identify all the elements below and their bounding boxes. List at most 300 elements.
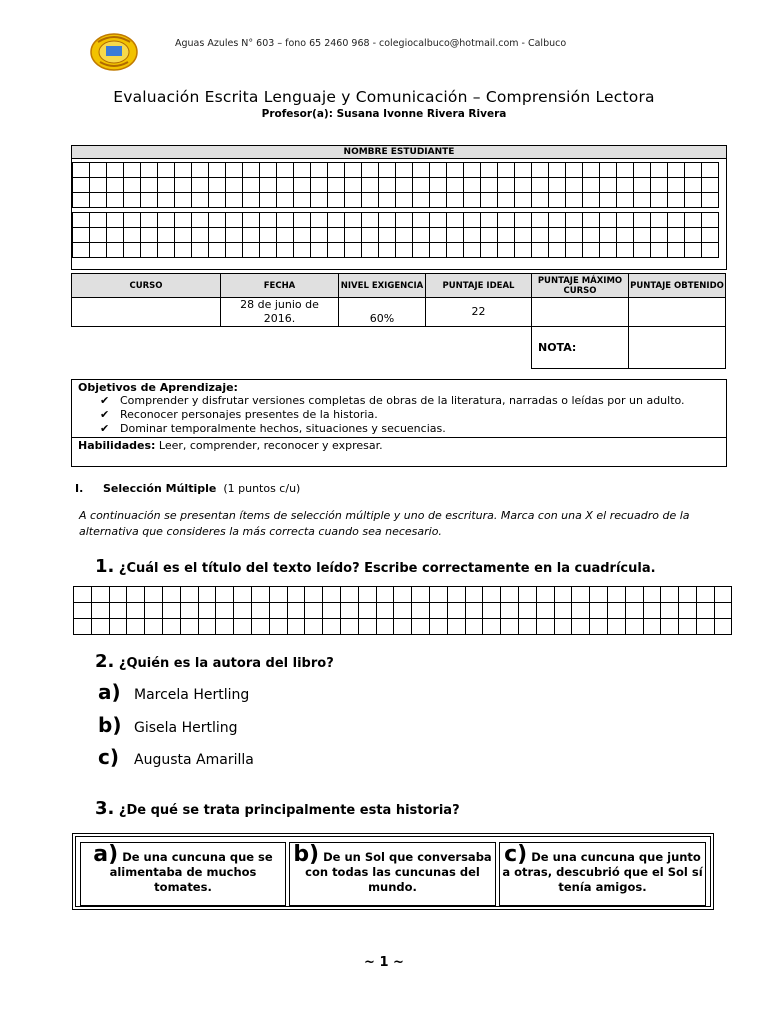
grid-cell[interactable] bbox=[515, 163, 532, 178]
grid-cell[interactable] bbox=[340, 587, 358, 603]
grid-cell[interactable] bbox=[345, 243, 362, 258]
grid-cell[interactable] bbox=[141, 243, 158, 258]
grid-cell[interactable] bbox=[91, 603, 109, 619]
student-name-grid-1[interactable] bbox=[72, 162, 719, 208]
grid-cell[interactable] bbox=[234, 587, 252, 603]
grid-cell[interactable] bbox=[668, 163, 685, 178]
grid-cell[interactable] bbox=[617, 213, 634, 228]
grid-cell[interactable] bbox=[243, 243, 260, 258]
grid-cell[interactable] bbox=[554, 587, 572, 603]
grid-cell[interactable] bbox=[702, 228, 719, 243]
grid-cell[interactable] bbox=[566, 213, 583, 228]
grid-cell[interactable] bbox=[209, 228, 226, 243]
student-name-grid-2[interactable] bbox=[72, 212, 719, 258]
grid-cell[interactable] bbox=[90, 228, 107, 243]
grid-cell[interactable] bbox=[311, 243, 328, 258]
grid-cell[interactable] bbox=[323, 619, 341, 635]
grid-cell[interactable] bbox=[141, 163, 158, 178]
grid-cell[interactable] bbox=[277, 228, 294, 243]
grid-cell[interactable] bbox=[572, 603, 590, 619]
grid-cell[interactable] bbox=[685, 228, 702, 243]
grid-cell[interactable] bbox=[583, 178, 600, 193]
grid-cell[interactable] bbox=[483, 603, 501, 619]
grid-cell[interactable] bbox=[311, 228, 328, 243]
grid-cell[interactable] bbox=[328, 243, 345, 258]
grid-cell[interactable] bbox=[465, 619, 483, 635]
grid-cell[interactable] bbox=[532, 228, 549, 243]
grid-cell[interactable] bbox=[625, 619, 643, 635]
grid-cell[interactable] bbox=[481, 193, 498, 208]
grid-cell[interactable] bbox=[661, 619, 679, 635]
value-obtenido[interactable] bbox=[629, 298, 726, 327]
grid-cell[interactable] bbox=[685, 213, 702, 228]
grid-cell[interactable] bbox=[107, 228, 124, 243]
grid-cell[interactable] bbox=[483, 587, 501, 603]
grid-cell[interactable] bbox=[234, 603, 252, 619]
grid-cell[interactable] bbox=[651, 193, 668, 208]
grid-cell[interactable] bbox=[124, 243, 141, 258]
grid-cell[interactable] bbox=[679, 603, 697, 619]
grid-cell[interactable] bbox=[554, 603, 572, 619]
grid-cell[interactable] bbox=[566, 163, 583, 178]
grid-cell[interactable] bbox=[634, 193, 651, 208]
grid-cell[interactable] bbox=[590, 619, 608, 635]
grid-cell[interactable] bbox=[107, 178, 124, 193]
grid-cell[interactable] bbox=[481, 228, 498, 243]
grid-cell[interactable] bbox=[481, 163, 498, 178]
grid-cell[interactable] bbox=[340, 619, 358, 635]
grid-cell[interactable] bbox=[260, 193, 277, 208]
grid-cell[interactable] bbox=[162, 603, 180, 619]
grid-cell[interactable] bbox=[243, 163, 260, 178]
grid-cell[interactable] bbox=[328, 163, 345, 178]
grid-cell[interactable] bbox=[483, 619, 501, 635]
grid-cell[interactable] bbox=[413, 228, 430, 243]
grid-cell[interactable] bbox=[702, 178, 719, 193]
grid-cell[interactable] bbox=[447, 193, 464, 208]
grid-cell[interactable] bbox=[607, 587, 625, 603]
grid-cell[interactable] bbox=[465, 603, 483, 619]
option-3a[interactable]: a) De una cuncuna que se alimentaba de muchos tomates. bbox=[80, 842, 286, 906]
grid-cell[interactable] bbox=[464, 193, 481, 208]
grid-cell[interactable] bbox=[323, 603, 341, 619]
grid-cell[interactable] bbox=[124, 228, 141, 243]
grid-cell[interactable] bbox=[379, 243, 396, 258]
grid-cell[interactable] bbox=[328, 213, 345, 228]
grid-cell[interactable] bbox=[498, 163, 515, 178]
grid-cell[interactable] bbox=[651, 178, 668, 193]
grid-cell[interactable] bbox=[549, 178, 566, 193]
grid-cell[interactable] bbox=[696, 587, 714, 603]
grid-cell[interactable] bbox=[287, 619, 305, 635]
grid-cell[interactable] bbox=[345, 193, 362, 208]
grid-cell[interactable] bbox=[107, 193, 124, 208]
grid-cell[interactable] bbox=[73, 213, 90, 228]
grid-cell[interactable] bbox=[625, 603, 643, 619]
grid-cell[interactable] bbox=[549, 213, 566, 228]
grid-cell[interactable] bbox=[532, 163, 549, 178]
grid-cell[interactable] bbox=[243, 228, 260, 243]
grid-cell[interactable] bbox=[481, 178, 498, 193]
grid-cell[interactable] bbox=[714, 587, 732, 603]
grid-cell[interactable] bbox=[251, 603, 269, 619]
grid-cell[interactable] bbox=[634, 243, 651, 258]
grid-cell[interactable] bbox=[498, 213, 515, 228]
grid-cell[interactable] bbox=[328, 178, 345, 193]
grid-cell[interactable] bbox=[260, 228, 277, 243]
grid-cell[interactable] bbox=[226, 213, 243, 228]
grid-cell[interactable] bbox=[74, 603, 92, 619]
grid-cell[interactable] bbox=[269, 619, 287, 635]
grid-cell[interactable] bbox=[566, 228, 583, 243]
grid-cell[interactable] bbox=[107, 163, 124, 178]
grid-cell[interactable] bbox=[447, 587, 465, 603]
grid-cell[interactable] bbox=[464, 178, 481, 193]
grid-cell[interactable] bbox=[661, 603, 679, 619]
grid-cell[interactable] bbox=[394, 619, 412, 635]
grid-cell[interactable] bbox=[413, 243, 430, 258]
grid-cell[interactable] bbox=[358, 619, 376, 635]
grid-cell[interactable] bbox=[702, 213, 719, 228]
grid-cell[interactable] bbox=[583, 213, 600, 228]
grid-cell[interactable] bbox=[617, 178, 634, 193]
grid-cell[interactable] bbox=[394, 587, 412, 603]
grid-cell[interactable] bbox=[277, 178, 294, 193]
grid-cell[interactable] bbox=[141, 178, 158, 193]
grid-cell[interactable] bbox=[175, 193, 192, 208]
grid-cell[interactable] bbox=[430, 243, 447, 258]
grid-cell[interactable] bbox=[345, 213, 362, 228]
grid-cell[interactable] bbox=[549, 243, 566, 258]
grid-cell[interactable] bbox=[396, 213, 413, 228]
grid-cell[interactable] bbox=[124, 178, 141, 193]
grid-cell[interactable] bbox=[192, 228, 209, 243]
option-3c[interactable]: c) De una cuncuna que junto a otras, descubrió que el Sol sí tenía amigos. bbox=[499, 842, 706, 906]
grid-cell[interactable] bbox=[572, 619, 590, 635]
grid-cell[interactable] bbox=[216, 587, 234, 603]
grid-cell[interactable] bbox=[566, 178, 583, 193]
grid-cell[interactable] bbox=[702, 163, 719, 178]
grid-cell[interactable] bbox=[396, 228, 413, 243]
grid-cell[interactable] bbox=[413, 163, 430, 178]
grid-cell[interactable] bbox=[518, 619, 536, 635]
grid-cell[interactable] bbox=[90, 178, 107, 193]
grid-cell[interactable] bbox=[634, 178, 651, 193]
grid-cell[interactable] bbox=[362, 178, 379, 193]
grid-cell[interactable] bbox=[515, 228, 532, 243]
grid-cell[interactable] bbox=[141, 213, 158, 228]
grid-cell[interactable] bbox=[73, 178, 90, 193]
grid-cell[interactable] bbox=[430, 178, 447, 193]
grid-cell[interactable] bbox=[90, 163, 107, 178]
grid-cell[interactable] bbox=[243, 193, 260, 208]
grid-cell[interactable] bbox=[277, 243, 294, 258]
grid-cell[interactable] bbox=[679, 587, 697, 603]
value-curso[interactable] bbox=[72, 298, 221, 327]
grid-cell[interactable] bbox=[209, 243, 226, 258]
grid-cell[interactable] bbox=[447, 163, 464, 178]
grid-cell[interactable] bbox=[379, 178, 396, 193]
grid-cell[interactable] bbox=[127, 619, 145, 635]
grid-cell[interactable] bbox=[376, 603, 394, 619]
grid-cell[interactable] bbox=[532, 193, 549, 208]
grid-cell[interactable] bbox=[600, 178, 617, 193]
grid-cell[interactable] bbox=[305, 619, 323, 635]
grid-cell[interactable] bbox=[158, 193, 175, 208]
grid-cell[interactable] bbox=[251, 619, 269, 635]
grid-cell[interactable] bbox=[590, 587, 608, 603]
grid-cell[interactable] bbox=[661, 587, 679, 603]
grid-cell[interactable] bbox=[243, 213, 260, 228]
grid-cell[interactable] bbox=[294, 213, 311, 228]
grid-cell[interactable] bbox=[651, 228, 668, 243]
grid-cell[interactable] bbox=[328, 228, 345, 243]
grid-cell[interactable] bbox=[643, 619, 661, 635]
grid-cell[interactable] bbox=[583, 193, 600, 208]
grid-cell[interactable] bbox=[73, 243, 90, 258]
grid-cell[interactable] bbox=[180, 619, 198, 635]
grid-cell[interactable] bbox=[617, 243, 634, 258]
grid-cell[interactable] bbox=[590, 603, 608, 619]
grid-cell[interactable] bbox=[583, 243, 600, 258]
grid-cell[interactable] bbox=[277, 193, 294, 208]
grid-cell[interactable] bbox=[74, 587, 92, 603]
grid-cell[interactable] bbox=[668, 193, 685, 208]
grid-cell[interactable] bbox=[180, 603, 198, 619]
grid-cell[interactable] bbox=[518, 587, 536, 603]
grid-cell[interactable] bbox=[379, 163, 396, 178]
grid-cell[interactable] bbox=[91, 587, 109, 603]
grid-cell[interactable] bbox=[226, 243, 243, 258]
grid-cell[interactable] bbox=[226, 193, 243, 208]
grid-cell[interactable] bbox=[192, 243, 209, 258]
grid-cell[interactable] bbox=[430, 193, 447, 208]
grid-cell[interactable] bbox=[192, 178, 209, 193]
grid-cell[interactable] bbox=[90, 193, 107, 208]
grid-cell[interactable] bbox=[515, 178, 532, 193]
grid-cell[interactable] bbox=[501, 587, 519, 603]
grid-cell[interactable] bbox=[73, 163, 90, 178]
grid-cell[interactable] bbox=[305, 587, 323, 603]
grid-cell[interactable] bbox=[294, 163, 311, 178]
grid-cell[interactable] bbox=[260, 178, 277, 193]
grid-cell[interactable] bbox=[617, 228, 634, 243]
grid-cell[interactable] bbox=[376, 619, 394, 635]
grid-cell[interactable] bbox=[464, 243, 481, 258]
grid-cell[interactable] bbox=[498, 178, 515, 193]
grid-cell[interactable] bbox=[162, 587, 180, 603]
grid-cell[interactable] bbox=[124, 193, 141, 208]
grid-cell[interactable] bbox=[536, 619, 554, 635]
grid-cell[interactable] bbox=[465, 587, 483, 603]
grid-cell[interactable] bbox=[277, 163, 294, 178]
grid-cell[interactable] bbox=[192, 163, 209, 178]
grid-cell[interactable] bbox=[362, 163, 379, 178]
grid-cell[interactable] bbox=[651, 213, 668, 228]
grid-cell[interactable] bbox=[358, 603, 376, 619]
grid-cell[interactable] bbox=[141, 228, 158, 243]
grid-cell[interactable] bbox=[412, 603, 430, 619]
grid-cell[interactable] bbox=[379, 193, 396, 208]
grid-cell[interactable] bbox=[345, 163, 362, 178]
grid-cell[interactable] bbox=[345, 178, 362, 193]
grid-cell[interactable] bbox=[198, 619, 216, 635]
grid-cell[interactable] bbox=[209, 193, 226, 208]
grid-cell[interactable] bbox=[251, 587, 269, 603]
grid-cell[interactable] bbox=[362, 228, 379, 243]
grid-cell[interactable] bbox=[429, 619, 447, 635]
grid-cell[interactable] bbox=[287, 603, 305, 619]
grid-cell[interactable] bbox=[175, 163, 192, 178]
grid-cell[interactable] bbox=[679, 619, 697, 635]
grid-cell[interactable] bbox=[447, 243, 464, 258]
grid-cell[interactable] bbox=[107, 243, 124, 258]
grid-cell[interactable] bbox=[396, 243, 413, 258]
grid-cell[interactable] bbox=[634, 163, 651, 178]
grid-cell[interactable] bbox=[209, 213, 226, 228]
grid-cell[interactable] bbox=[607, 619, 625, 635]
grid-cell[interactable] bbox=[376, 587, 394, 603]
grid-cell[interactable] bbox=[311, 193, 328, 208]
grid-cell[interactable] bbox=[668, 228, 685, 243]
grid-cell[interactable] bbox=[158, 213, 175, 228]
grid-cell[interactable] bbox=[396, 178, 413, 193]
grid-cell[interactable] bbox=[198, 587, 216, 603]
grid-cell[interactable] bbox=[277, 213, 294, 228]
grid-cell[interactable] bbox=[358, 587, 376, 603]
grid-cell[interactable] bbox=[162, 619, 180, 635]
grid-cell[interactable] bbox=[651, 163, 668, 178]
grid-cell[interactable] bbox=[515, 193, 532, 208]
grid-cell[interactable] bbox=[600, 243, 617, 258]
grid-cell[interactable] bbox=[73, 193, 90, 208]
grid-cell[interactable] bbox=[158, 163, 175, 178]
grid-cell[interactable] bbox=[269, 603, 287, 619]
grid-cell[interactable] bbox=[685, 193, 702, 208]
grid-cell[interactable] bbox=[294, 178, 311, 193]
grid-cell[interactable] bbox=[379, 228, 396, 243]
grid-cell[interactable] bbox=[515, 243, 532, 258]
grid-cell[interactable] bbox=[209, 178, 226, 193]
grid-cell[interactable] bbox=[234, 619, 252, 635]
grid-cell[interactable] bbox=[464, 163, 481, 178]
grid-cell[interactable] bbox=[294, 228, 311, 243]
grid-cell[interactable] bbox=[175, 213, 192, 228]
grid-cell[interactable] bbox=[536, 603, 554, 619]
grid-cell[interactable] bbox=[379, 213, 396, 228]
grid-cell[interactable] bbox=[260, 213, 277, 228]
option-2a[interactable]: a) Marcela Hertling bbox=[98, 680, 250, 704]
grid-cell[interactable] bbox=[430, 228, 447, 243]
grid-cell[interactable] bbox=[607, 603, 625, 619]
grid-cell[interactable] bbox=[549, 163, 566, 178]
grid-cell[interactable] bbox=[566, 193, 583, 208]
grid-cell[interactable] bbox=[141, 193, 158, 208]
grid-cell[interactable] bbox=[396, 163, 413, 178]
grid-cell[interactable] bbox=[600, 193, 617, 208]
grid-cell[interactable] bbox=[430, 163, 447, 178]
grid-cell[interactable] bbox=[481, 243, 498, 258]
grid-cell[interactable] bbox=[209, 163, 226, 178]
grid-cell[interactable] bbox=[109, 603, 127, 619]
grid-cell[interactable] bbox=[549, 193, 566, 208]
grid-cell[interactable] bbox=[107, 213, 124, 228]
grid-cell[interactable] bbox=[413, 213, 430, 228]
grid-cell[interactable] bbox=[532, 178, 549, 193]
grid-cell[interactable] bbox=[394, 603, 412, 619]
grid-cell[interactable] bbox=[583, 163, 600, 178]
grid-cell[interactable] bbox=[127, 603, 145, 619]
grid-cell[interactable] bbox=[464, 228, 481, 243]
grid-cell[interactable] bbox=[124, 213, 141, 228]
grid-cell[interactable] bbox=[294, 193, 311, 208]
value-max[interactable] bbox=[532, 298, 629, 327]
grid-cell[interactable] bbox=[600, 228, 617, 243]
title-answer-grid[interactable] bbox=[73, 586, 732, 635]
grid-cell[interactable] bbox=[625, 587, 643, 603]
grid-cell[interactable] bbox=[447, 213, 464, 228]
grid-cell[interactable] bbox=[145, 619, 163, 635]
grid-cell[interactable] bbox=[498, 193, 515, 208]
grid-cell[interactable] bbox=[430, 213, 447, 228]
grid-cell[interactable] bbox=[685, 178, 702, 193]
grid-cell[interactable] bbox=[501, 619, 519, 635]
grid-cell[interactable] bbox=[311, 178, 328, 193]
grid-cell[interactable] bbox=[260, 163, 277, 178]
grid-cell[interactable] bbox=[198, 603, 216, 619]
grid-cell[interactable] bbox=[413, 193, 430, 208]
grid-cell[interactable] bbox=[643, 603, 661, 619]
grid-cell[interactable] bbox=[294, 243, 311, 258]
grid-cell[interactable] bbox=[696, 619, 714, 635]
grid-cell[interactable] bbox=[226, 178, 243, 193]
grid-cell[interactable] bbox=[158, 178, 175, 193]
grid-cell[interactable] bbox=[158, 228, 175, 243]
grid-cell[interactable] bbox=[216, 619, 234, 635]
grid-cell[interactable] bbox=[109, 587, 127, 603]
grid-cell[interactable] bbox=[216, 603, 234, 619]
grid-cell[interactable] bbox=[515, 213, 532, 228]
grid-cell[interactable] bbox=[572, 587, 590, 603]
grid-cell[interactable] bbox=[429, 587, 447, 603]
grid-cell[interactable] bbox=[145, 603, 163, 619]
grid-cell[interactable] bbox=[158, 243, 175, 258]
grid-cell[interactable] bbox=[345, 228, 362, 243]
grid-cell[interactable] bbox=[192, 213, 209, 228]
grid-cell[interactable] bbox=[412, 619, 430, 635]
grid-cell[interactable] bbox=[447, 603, 465, 619]
grid-cell[interactable] bbox=[323, 587, 341, 603]
grid-cell[interactable] bbox=[269, 587, 287, 603]
grid-cell[interactable] bbox=[702, 193, 719, 208]
grid-cell[interactable] bbox=[600, 213, 617, 228]
grid-cell[interactable] bbox=[226, 228, 243, 243]
grid-cell[interactable] bbox=[600, 163, 617, 178]
grid-cell[interactable] bbox=[481, 213, 498, 228]
grid-cell[interactable] bbox=[498, 228, 515, 243]
grid-cell[interactable] bbox=[412, 587, 430, 603]
grid-cell[interactable] bbox=[180, 587, 198, 603]
grid-cell[interactable] bbox=[362, 193, 379, 208]
grid-cell[interactable] bbox=[192, 193, 209, 208]
grid-cell[interactable] bbox=[617, 163, 634, 178]
option-3b[interactable]: b) De un Sol que conversaba con todas las cuncunas del mundo. bbox=[289, 842, 496, 906]
grid-cell[interactable] bbox=[566, 243, 583, 258]
grid-cell[interactable] bbox=[634, 228, 651, 243]
grid-cell[interactable] bbox=[532, 243, 549, 258]
grid-cell[interactable] bbox=[617, 193, 634, 208]
grid-cell[interactable] bbox=[696, 603, 714, 619]
